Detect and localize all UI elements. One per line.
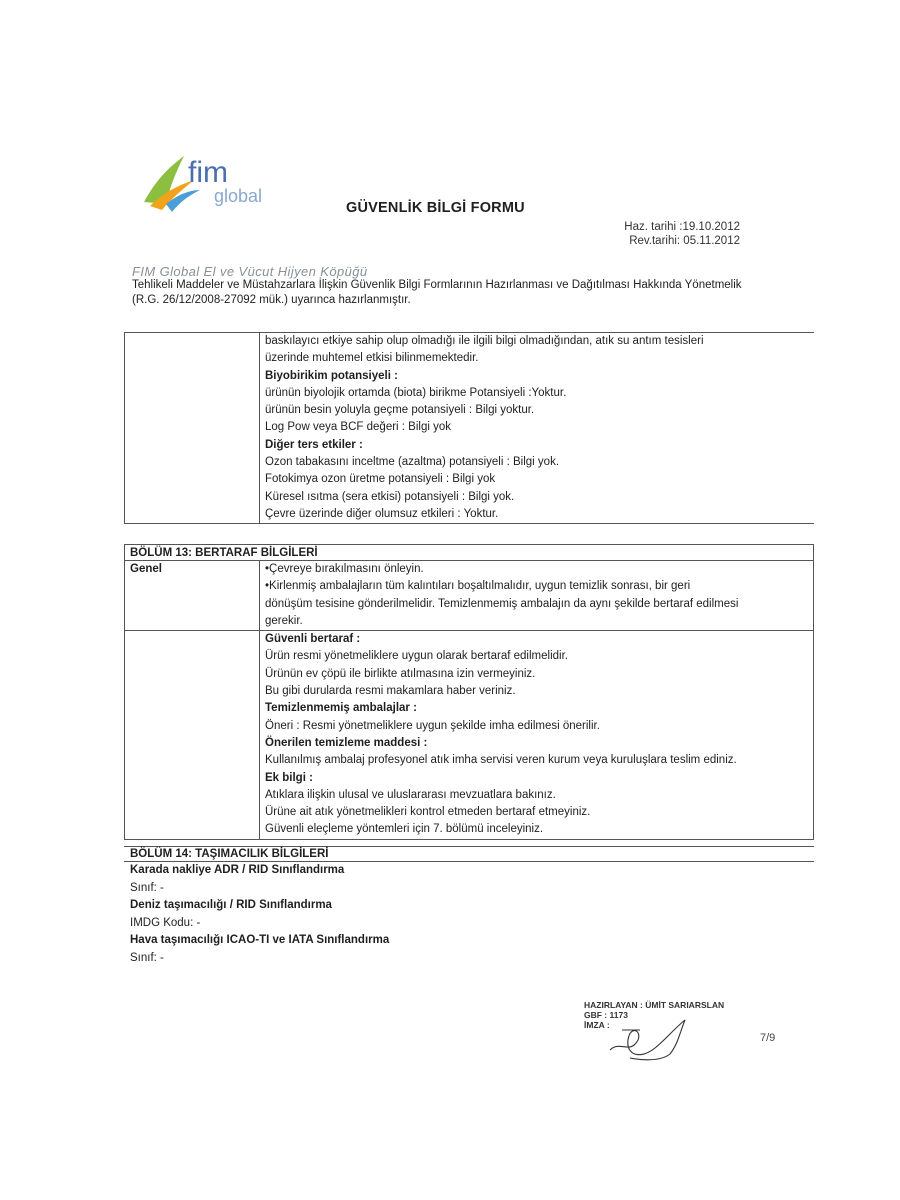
section-13-table xyxy=(124,544,814,840)
text-line: Küresel ısıtma (sera etkisi) potansiyeli : Bilgi yok. xyxy=(265,490,515,503)
text-line: Fotokimya ozon üretme potansiyeli : Bilgi yok xyxy=(265,473,496,486)
subheading: Biyobirikim potansiyeli : xyxy=(265,369,398,382)
text-line: Log Pow veya BCF değeri : Bilgi yok xyxy=(265,421,452,434)
document-dates xyxy=(600,220,740,248)
preparation-date: Haz. tarihi :19.10.2012 xyxy=(624,221,740,233)
text-line: gerekir. xyxy=(265,614,303,627)
subheading: Deniz taşımacılığı / RID Sınıflandırma xyxy=(130,899,332,912)
text-line: Ürünün ev çöpü ile birlikte atılmasına izin vermeyiniz. xyxy=(265,667,536,680)
preparer-name: HAZIRLAYAN : ÜMİT SARIARSLAN xyxy=(584,1000,725,1010)
regulation-intro: Tehlikeli Maddeler ve Müstahzarlara İlişkin Güvenlik Bilgi Formlarının Hazırlanması ve Dağıtılması Hakkında Yönetmelik (R.G. 26/12/2008-27092 mük.) uyarınca hazırlanmıştır. xyxy=(132,279,742,306)
subheading: Önerilen temizleme maddesi : xyxy=(265,736,428,749)
text-line: ürünün biyolojik ortamda (biota) birikme Potansiyeli :Yoktur. xyxy=(265,386,567,399)
text-line: Ozon tabakasını inceltme (azaltma) potansiyeli : Bilgi yok. xyxy=(265,456,560,469)
section-14 xyxy=(124,846,814,968)
text-line: Güvenli eleçleme yöntemleri için 7. bölümü inceleyiniz. xyxy=(265,823,544,836)
text-line: Atıklara ilişkin ulusal ve uluslararası mevzuatlara bakınız. xyxy=(265,788,556,801)
section-14-body xyxy=(124,862,814,968)
section-12-empty-cell xyxy=(125,333,260,524)
disposal-details xyxy=(260,631,814,840)
signature-label: İMZA : xyxy=(584,1020,610,1030)
subheading: Temizlenmemiş ambalajlar : xyxy=(265,702,417,715)
detail-empty-cell xyxy=(125,631,260,840)
text-line: Sınıf: - xyxy=(130,881,164,894)
text-line: •Kirlenmiş ambalajların tüm kalıntıları boşaltılmalıdır, uygun temizlik sonrası, bir geri xyxy=(265,580,691,593)
fim-global-logo xyxy=(136,150,286,220)
text-line: ürünün besin yoluyla geçme potansiyeli : Bilgi yoktur. xyxy=(265,404,535,417)
text-line: baskılayıcı etkiye sahip olup olmadığı ile ilgili bilgi olmadığından, atık su antım tesisleri xyxy=(265,335,704,347)
logo-brand-text: fim xyxy=(188,156,228,189)
gbf-number: GBF : 1173 xyxy=(584,1010,628,1020)
text-line: üzerinde muhtemel etkisi bilinmemektedir. xyxy=(265,352,479,365)
text-line: IMDG Kodu: - xyxy=(130,916,201,929)
signature-icon xyxy=(600,1010,700,1065)
general-content xyxy=(260,561,814,631)
text-line: Ürüne ait atık yönetmelikleri kontrol etmeden bertaraf etmeyiniz. xyxy=(265,806,591,819)
section-13-title: BÖLÜM 13: BERTARAF BİLGİLERİ xyxy=(125,545,814,561)
text-line: Çevre üzerinde diğer olumsuz etkileri : Yoktur. xyxy=(265,507,499,520)
text-line: Sınıf: - xyxy=(130,951,164,964)
section-12-table xyxy=(124,332,814,524)
text-line: dönüşüm tesisine gönderilmelidir. Temizlenmemiş ambalajın da aynı şekilde bertaraf edilmesi xyxy=(265,597,739,610)
section-14-title: BÖLÜM 14: TAŞIMACILIK BİLGİLERİ xyxy=(124,846,814,862)
product-name: FIM Global El ve Vücut Hijyen Köpüğü xyxy=(132,264,368,279)
subheading: Hava taşımacılığı ICAO-TI ve IATA Sınıflandırma xyxy=(130,934,390,947)
subheading: Güvenli bertaraf : xyxy=(265,633,361,646)
section-12-content xyxy=(260,333,815,524)
subheading: Ek bilgi : xyxy=(265,771,313,784)
text-line: Bu gibi durularda resmi makamlara haber veriniz. xyxy=(265,685,516,698)
text-line: Kullanılmış ambalaj profesyonel atık imha servisi veren kurum veya kuruluşlara teslim ediniz. xyxy=(265,754,737,767)
form-title: GÜVENLİK BİLGİ FORMU xyxy=(346,200,525,216)
text-line: Ürün resmi yönetmeliklere uygun olarak bertaraf edilmelidir. xyxy=(265,650,568,663)
logo-sub-text: global xyxy=(214,186,263,206)
page-number: 7/9 xyxy=(760,1032,776,1044)
text-line: Öneri : Resmi yönetmeliklere uygun şekilde imha edilmesi önerilir. xyxy=(265,719,600,732)
text-line: •Çevreye bırakılmasını önleyin. xyxy=(265,563,424,575)
revision-date: Rev.tarihi: 05.11.2012 xyxy=(629,235,740,247)
general-label: Genel xyxy=(125,561,260,631)
subheading: Karada nakliye ADR / RID Sınıflandırma xyxy=(130,864,345,876)
subheading: Diğer ters etkiler : xyxy=(265,438,363,451)
